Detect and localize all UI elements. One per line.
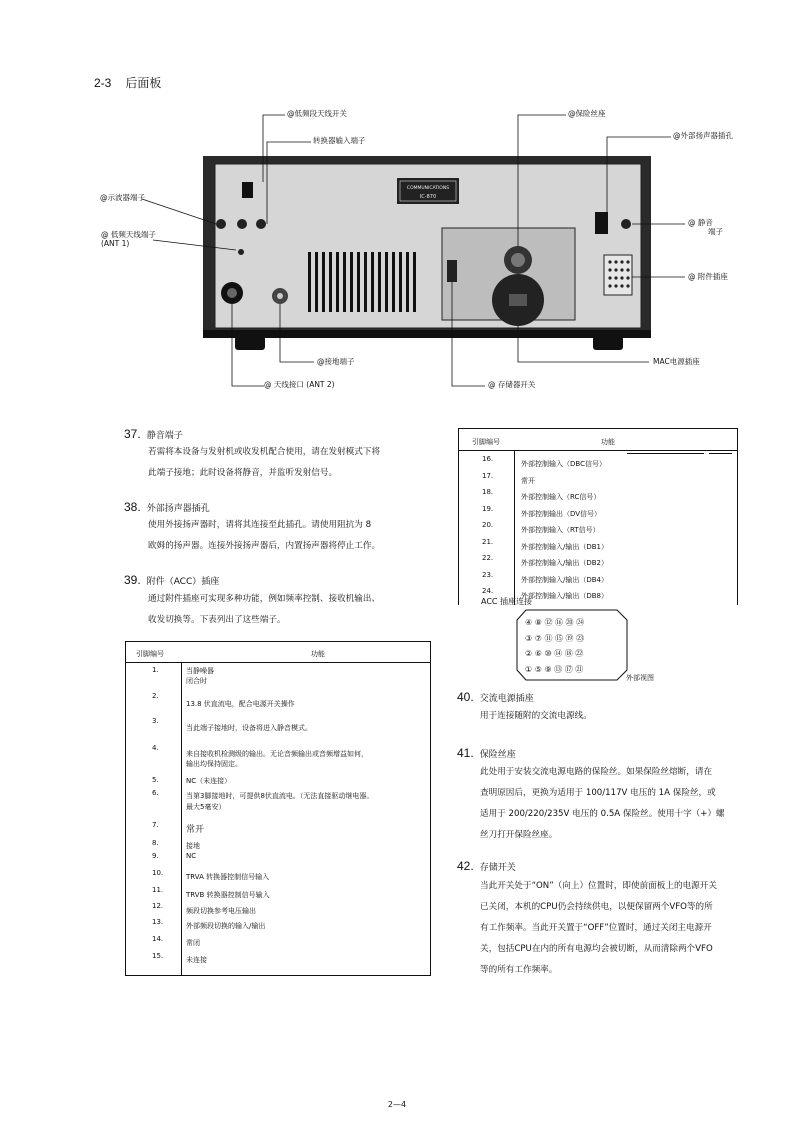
- pin-function: 来自接收机检测级的输出。无论音频输出或音频增益如何， 输出均保持固定。: [186, 750, 368, 768]
- callout-ant2: @ 天线接口 (ANT 2): [264, 380, 335, 389]
- pin-number: 4.: [152, 744, 159, 752]
- ext-speaker-jack: [595, 212, 608, 234]
- pin-number: 17.: [482, 471, 494, 480]
- callout-scope-terminal: @示波器端子: [100, 193, 145, 202]
- pin-number: 12.: [152, 902, 164, 910]
- pin-number: 21.: [482, 537, 494, 546]
- table-row: [126, 933, 430, 950]
- section-42-line: 等的所有工作频率。: [480, 965, 558, 975]
- table-row: [126, 900, 430, 916]
- memory-switch: [447, 260, 457, 282]
- table-row: [459, 552, 737, 569]
- callout-lf-antenna: [101, 231, 156, 248]
- section-39-line: 收发切换等。下表列出了这些端子。: [148, 615, 286, 625]
- pin-number: 14.: [152, 935, 164, 943]
- table-row: [126, 866, 430, 884]
- acc-pin: ⑤: [534, 664, 542, 674]
- section-41-line: 丝刀打开保险丝座。: [480, 830, 558, 840]
- section-41-number: 41.: [457, 746, 474, 760]
- section-39-number: 39.: [124, 573, 141, 587]
- foot-left: [235, 336, 265, 350]
- pin-table-2-header: [459, 429, 737, 451]
- pin-function: TRVB 转换器控制信号输入: [186, 891, 270, 899]
- table-row: [126, 786, 430, 816]
- section-40-line: 用于连接随附的交流电源线。: [480, 711, 592, 721]
- section-41-title: [457, 746, 516, 760]
- acc-pin: ⑰: [564, 664, 573, 674]
- pin-function: 频段切换参考电压输出: [186, 907, 256, 915]
- rear-panel-illustration: [95, 100, 745, 400]
- acc-pin-row: [525, 646, 584, 662]
- pin-function: 未连接: [186, 956, 207, 964]
- table-row: [459, 536, 737, 553]
- section-42-body: [480, 876, 717, 981]
- pin-function: 外部控制输入/输出（DB8）: [521, 592, 609, 600]
- section-38-number: 38.: [124, 500, 141, 514]
- pin-number: 3.: [152, 717, 159, 725]
- pin-function: 外部控制输入/输出（DB4）: [521, 575, 609, 584]
- acc-pin: ③: [525, 633, 533, 643]
- acc-pin: ①: [525, 664, 533, 674]
- acc-pin-row: [525, 631, 584, 647]
- pin-table-1: [125, 641, 431, 976]
- callout-mute-line1: @ 静音: [688, 218, 713, 227]
- pin-number: 23.: [482, 570, 494, 579]
- section-header: [94, 74, 161, 91]
- section-title: 后面板: [125, 76, 162, 90]
- table-row: [459, 486, 737, 503]
- converter-switch: [242, 182, 253, 198]
- nameplate: [397, 178, 459, 204]
- table-row: [126, 916, 430, 933]
- pin-table-1-body: [126, 664, 430, 967]
- pin-number: 7.: [152, 821, 159, 829]
- acc-title: ACC 插座连接: [481, 597, 533, 606]
- pin-number: 10.: [152, 869, 164, 877]
- pin-function: 外部控制输入/输出（DB2）: [521, 559, 609, 567]
- pin-function: 外部控制输出（DV信号）: [521, 509, 602, 518]
- table-row: [126, 850, 430, 866]
- pin-table-1-header: [126, 642, 430, 663]
- section-41-body: [480, 762, 725, 846]
- acc-pin: ④: [525, 618, 533, 627]
- callout-mac-power: MAC电源插座: [653, 357, 700, 366]
- section-41-line: 适用于 200/220/235V 电压的 0.5A 保险丝。使用十字（+）螺: [480, 809, 725, 819]
- acc-pin: ②: [525, 649, 533, 658]
- section-40-heading: 交流电源插座: [479, 694, 534, 704]
- table-row: [126, 713, 430, 742]
- pin-function: 常开: [521, 476, 535, 485]
- callout-converter-terminal: 转换器输入端子: [313, 136, 366, 145]
- pin-function: NC: [186, 852, 197, 860]
- pin-number: 9.: [152, 852, 159, 860]
- pin-number: 22.: [482, 554, 494, 562]
- band-jack: [237, 219, 247, 229]
- acc-pin: ⑪: [544, 633, 553, 643]
- callout-memory-switch: @ 存储器开关: [488, 380, 536, 389]
- section-38-title: [124, 500, 210, 514]
- acc-pin: ⑬: [554, 664, 563, 674]
- acc-pin: ⑦: [534, 633, 542, 643]
- acc-pin-row: [525, 662, 584, 678]
- section-42-heading: 存储开关: [479, 863, 516, 873]
- pin-table-1-header-func: 功能: [311, 650, 325, 658]
- section-41-line: 此处用于安装交流电源电路的保险丝。如果保险丝熔断，请在: [480, 767, 713, 777]
- callout-lf-antenna-line1: @ 低频天线端子: [101, 230, 156, 239]
- converter-jack: [256, 219, 266, 229]
- section-39-title: [124, 573, 219, 587]
- pin-function: NC（未连接）: [186, 777, 232, 785]
- section-38-line: 欧姆的扬声器。连接外接扬声器后，内置扬声器将停止工作。: [148, 541, 381, 551]
- callout-lf-antenna-line2: (ANT 1): [101, 238, 130, 248]
- section-37-body: [148, 442, 380, 484]
- acc-pin: ㉓: [576, 633, 585, 643]
- pin-table-2: [458, 428, 738, 605]
- table-row: [126, 836, 430, 850]
- pin-function: 外部频段切换的输入/输出: [186, 922, 266, 930]
- pin-function: 13.8 伏直流电，配合电源开关操作: [186, 700, 295, 708]
- pin-number: 20.: [482, 521, 494, 529]
- section-40-body: [480, 706, 592, 727]
- acc-pin: ⑲: [565, 633, 574, 643]
- acc-pin: ⑮: [554, 633, 563, 643]
- table-row: [459, 503, 737, 520]
- table-row: [126, 770, 430, 786]
- lf-antenna-jack: [238, 249, 244, 255]
- acc-pin: ㉔: [576, 618, 585, 627]
- mute-jack: [621, 219, 631, 229]
- acc-pin: ⑫: [544, 618, 553, 627]
- acc-pin-grid: [525, 615, 584, 677]
- section-38-line: 使用外接扬声器时，请将其连接至此插孔。请使用阻抗为 8: [148, 520, 372, 530]
- pin-number: 5.: [152, 776, 159, 784]
- table-row: [126, 688, 430, 713]
- section-42-line: 有工作频率。当此开关置于“OFF”位置时，通过关闭主电源开: [480, 923, 712, 933]
- acc-pin: ⑥: [534, 649, 542, 658]
- section-40-title: [457, 690, 534, 704]
- table-row: [126, 742, 430, 770]
- section-37-number: 37.: [124, 427, 141, 441]
- acc-pin: ㉒: [575, 649, 584, 658]
- section-37-title: [124, 427, 183, 441]
- scope-jack: [216, 219, 226, 229]
- section-42-line: 当此开关处于“ON”（向上）位置时，即使前面板上的电源开关: [480, 881, 717, 891]
- pin-number: 24.: [482, 587, 494, 595]
- callout-ground: @接地端子: [317, 357, 355, 366]
- section-41-line: 查明原因后，更换为适用于 100/117V 电压的 1A 保险丝，或: [480, 788, 716, 798]
- pin-table-2-header-func: 功能: [601, 438, 615, 446]
- acc-pin: ⑳: [565, 618, 574, 627]
- pin-function: 外部控制输入/输出（DB1）: [521, 542, 609, 551]
- pin-function: 外部控制输入（RT信号）: [521, 526, 600, 534]
- section-39-heading: 附件（ACC）插座: [146, 577, 220, 587]
- pin-table-2-header-pin: 引脚编号: [472, 438, 500, 446]
- acc-view-label: 外部视图: [626, 674, 654, 682]
- callout-mute-line2: 端子: [708, 226, 723, 236]
- pin-function: TRVA 转换器控制信号输入: [186, 873, 270, 881]
- section-number: 2-3: [94, 76, 112, 90]
- callout-ext-speaker: @外部扬声器插孔: [673, 131, 733, 140]
- pin-number: 16.: [482, 455, 494, 463]
- pin-number: 15.: [152, 952, 164, 960]
- acc-pin: ⑧: [534, 618, 542, 627]
- table-row: [459, 453, 737, 470]
- acc-pin: ⑯: [554, 618, 563, 627]
- pin-function: 外部控制输入（RC信号）: [521, 493, 601, 501]
- pin-function: 常开: [186, 825, 205, 835]
- pin-function: 当第3脚接地时，可提供8伏直流电。（无法直接驱动继电器。 最大5毫安）: [186, 792, 374, 811]
- acc-pin: ⑩: [544, 649, 552, 658]
- table-row: [459, 569, 737, 586]
- section-38-body: [148, 515, 380, 557]
- table-row: [126, 884, 430, 900]
- acc-pin: ⑭: [554, 649, 563, 658]
- acc-pin: ⑨: [544, 664, 552, 674]
- table-row: [126, 950, 430, 967]
- pin-function: 当静噪器 闭合时: [186, 667, 214, 685]
- foot-right: [593, 336, 623, 350]
- section-39-line: 通过附件插座可实现多种功能，例如频率控制、接收机输出、: [148, 594, 381, 604]
- pin-function: 常闭: [186, 939, 200, 947]
- section-38-heading: 外部扬声器插孔: [146, 504, 210, 514]
- pin-number: 1.: [152, 666, 159, 674]
- pin-number: 13.: [152, 918, 164, 926]
- pin-function: 接地: [186, 842, 200, 850]
- table-row: [459, 519, 737, 536]
- section-41-heading: 保险丝座: [479, 750, 516, 760]
- pin-number: 11.: [152, 886, 164, 894]
- acc-pin: ㉑: [575, 664, 584, 674]
- pin-table-1-header-pin: 引脚编号: [136, 650, 164, 658]
- callout-mute: [688, 219, 723, 236]
- section-39-body: [148, 589, 380, 631]
- section-42-line: 已关闭，本机的CPU仍会持续供电，以便保留两个VFO等的所: [480, 902, 713, 912]
- page-number: 2—4: [387, 1100, 407, 1109]
- acc-pin-row: [525, 615, 584, 631]
- pin-number: 18.: [482, 488, 494, 496]
- section-37-line: 此端子接地；此时设备将静音，并监听发射信号。: [148, 468, 338, 478]
- section-37-line: 若需将本设备与发射机或收发机配合使用，请在发射模式下将: [148, 447, 381, 457]
- callout-acc-socket: @ 附件插座: [688, 272, 728, 281]
- nameplate-line2: IC-870: [419, 194, 437, 200]
- pin-number: 19.: [482, 504, 494, 513]
- table-row: [126, 816, 430, 836]
- table-row: [126, 664, 430, 688]
- pin-function: 外部控制输入（DBC信号）: [521, 460, 606, 468]
- table-row: [459, 470, 737, 487]
- callout-band-switch: @低频段天线开关: [287, 109, 347, 118]
- section-42-title: [457, 859, 516, 873]
- section-37-heading: 静音端子: [146, 431, 183, 441]
- section-40-number: 40.: [457, 690, 474, 704]
- pin-table-2-body: [459, 453, 737, 602]
- nameplate-line1: COMMUNICATIONS: [406, 186, 450, 191]
- section-42-line: 关，包括CPU在内的所有电源均会被切断，从而清除两个VFO: [480, 944, 713, 954]
- acc-pin: ⑱: [564, 649, 573, 658]
- section-42-number: 42.: [457, 859, 474, 873]
- pin-function: 当此端子接地时，设备将进入静音模式。: [186, 724, 312, 732]
- pin-number: 6.: [152, 789, 159, 797]
- callout-fuse-holder: @保险丝座: [568, 109, 606, 118]
- pin-number: 2.: [152, 692, 159, 700]
- pin-number: 8.: [152, 839, 159, 847]
